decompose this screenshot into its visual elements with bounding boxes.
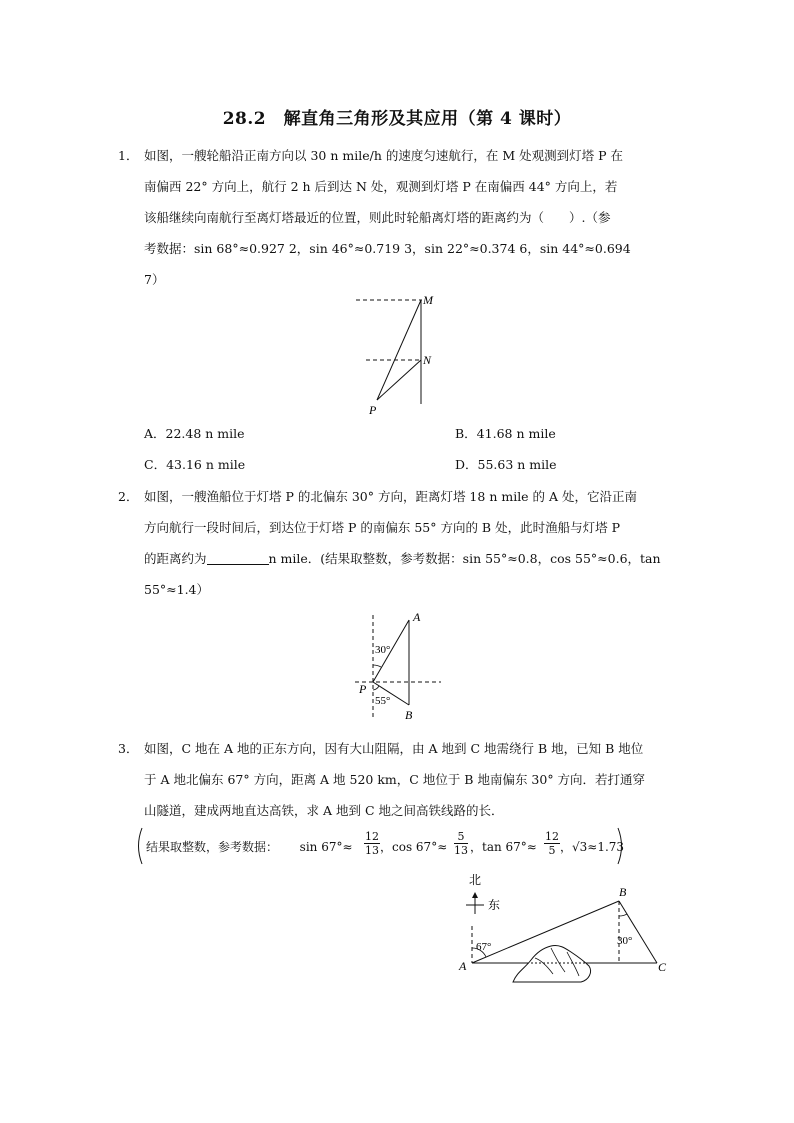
- q1-line-5: 7）: [144, 272, 165, 287]
- question-1-text: [144, 140, 684, 295]
- q1-line-4: 考数据：sin 68°≈0.927 2，sin 46°≈0.719 3，sin 22°≈0.374 6，sin 44°≈0.694: [144, 241, 631, 256]
- q3-label-b: B: [619, 885, 627, 899]
- q1-line-mp: [377, 300, 421, 400]
- q3-ref-tan: ，tan 67°≈: [470, 840, 537, 854]
- q1-line-np: [377, 360, 421, 400]
- q3-label-a: A: [459, 959, 467, 973]
- q1-option-d: D．55.63 n mile: [455, 457, 557, 472]
- q3-label-c: C: [658, 960, 667, 974]
- q1-label-m: M: [423, 293, 433, 307]
- q3-frac-tan: $\frac{12}{5}$: [545, 830, 559, 857]
- question-2-text: [144, 481, 684, 605]
- q3-figure: [455, 868, 680, 988]
- q2-line-3-start: 的距离约为: [144, 551, 207, 566]
- q2-line-4: 55°≈1.4）: [144, 582, 210, 597]
- q1-option-b: B．41.68 n mile: [455, 426, 556, 441]
- compass-north-label: 北: [469, 873, 482, 887]
- q2-angle-55: 55°: [375, 695, 391, 707]
- question-3-number: 3．: [118, 741, 139, 756]
- q1-line-1: 如图，一艘轮船沿正南方向以 30 n mile/h 的速度匀速航行，在 M 处观测到灯塔 P 在: [144, 148, 623, 163]
- mountain-drawing: [513, 945, 591, 982]
- q3-ref-sin: sin 67°≈: [299, 840, 353, 854]
- q1-option-c: C．43.16 n mile: [144, 457, 246, 472]
- q3-arc-30: [619, 914, 627, 916]
- q3-line-bc: [619, 901, 657, 963]
- q1-label-n: N: [423, 353, 432, 367]
- q2-label-a: A: [413, 610, 421, 624]
- question-3-text: [144, 733, 684, 826]
- q2-line-3-end: n mile．(结果取整数，参考数据：sin 55°≈0.8，cos 55°≈0.6，tan: [268, 551, 661, 566]
- q1-line-2: 南偏西 22° 方向上，航行 2 h 后到达 N 处，观测到灯塔 P 在南偏西 44° 方向上，若: [144, 179, 618, 194]
- q1-label-p: P: [369, 403, 377, 417]
- q3-frac-cos: $\frac{5}{13}$: [454, 830, 468, 857]
- question-1-number: 1．: [118, 148, 139, 163]
- q2-angle-30: 30°: [375, 644, 391, 656]
- q3-reference-data: [136, 828, 626, 864]
- q2-line-1: 如图，一艘渔船位于灯塔 P 的北偏东 30° 方向，距离灯塔 18 n mile 的 A 处，它沿正南: [144, 489, 638, 504]
- compass-east-label: 东: [488, 898, 501, 912]
- q3-line-1: 如图，C 地在 A 地的正东方向，因有大山阻隔，由 A 地到 C 地需绕行 B 地，已知 B 地位: [144, 741, 644, 756]
- q2-line-2: 方向航行一段时间后，到达位于灯塔 P 的南偏东 55° 方向的 B 处，此时渔船与灯塔 P: [144, 520, 620, 535]
- q3-frac-sin: $\frac{12}{13}$: [365, 830, 379, 857]
- q3-ref-cos: ，cos 67°≈: [380, 840, 448, 854]
- question-2-number: 2．: [118, 489, 139, 504]
- q3-ref-prefix: 结果取整数，参考数据：: [146, 840, 279, 854]
- q3-line-3: 山隧道，建成两地直达高铁，求 A 地到 C 地之间高铁线路的长．: [144, 803, 504, 818]
- page-title: 28.2 解直角三角形及其应用（第 4 课时）: [222, 109, 572, 129]
- q2-label-b: B: [405, 708, 413, 722]
- q3-angle-30: 30°: [617, 935, 633, 947]
- q1-figure: [350, 290, 450, 420]
- answer-blank: [207, 550, 269, 565]
- q3-angle-67: 67°: [476, 941, 492, 953]
- q1-option-a: A．22.48 n mile: [144, 426, 245, 441]
- q1-line-3: 该船继续向南航行至离灯塔最近的位置，则此时轮船离灯塔的距离约为（ ）.（参: [144, 210, 611, 225]
- q2-figure: [345, 605, 455, 725]
- q2-label-p: P: [359, 682, 367, 696]
- q2-line-3: [144, 543, 684, 574]
- q3-ref-sqrt: ，√3≈1.73: [560, 840, 625, 854]
- q3-line-2: 于 A 地北偏东 67° 方向，距离 A 地 520 km，C 地位于 B 地南偏东 30° 方向．若打通穿: [144, 772, 646, 787]
- q3-ref-row: [146, 838, 353, 855]
- q2-arc-55: [373, 686, 379, 690]
- compass-arrow: [472, 892, 478, 898]
- q2-arc-30: [373, 665, 381, 667]
